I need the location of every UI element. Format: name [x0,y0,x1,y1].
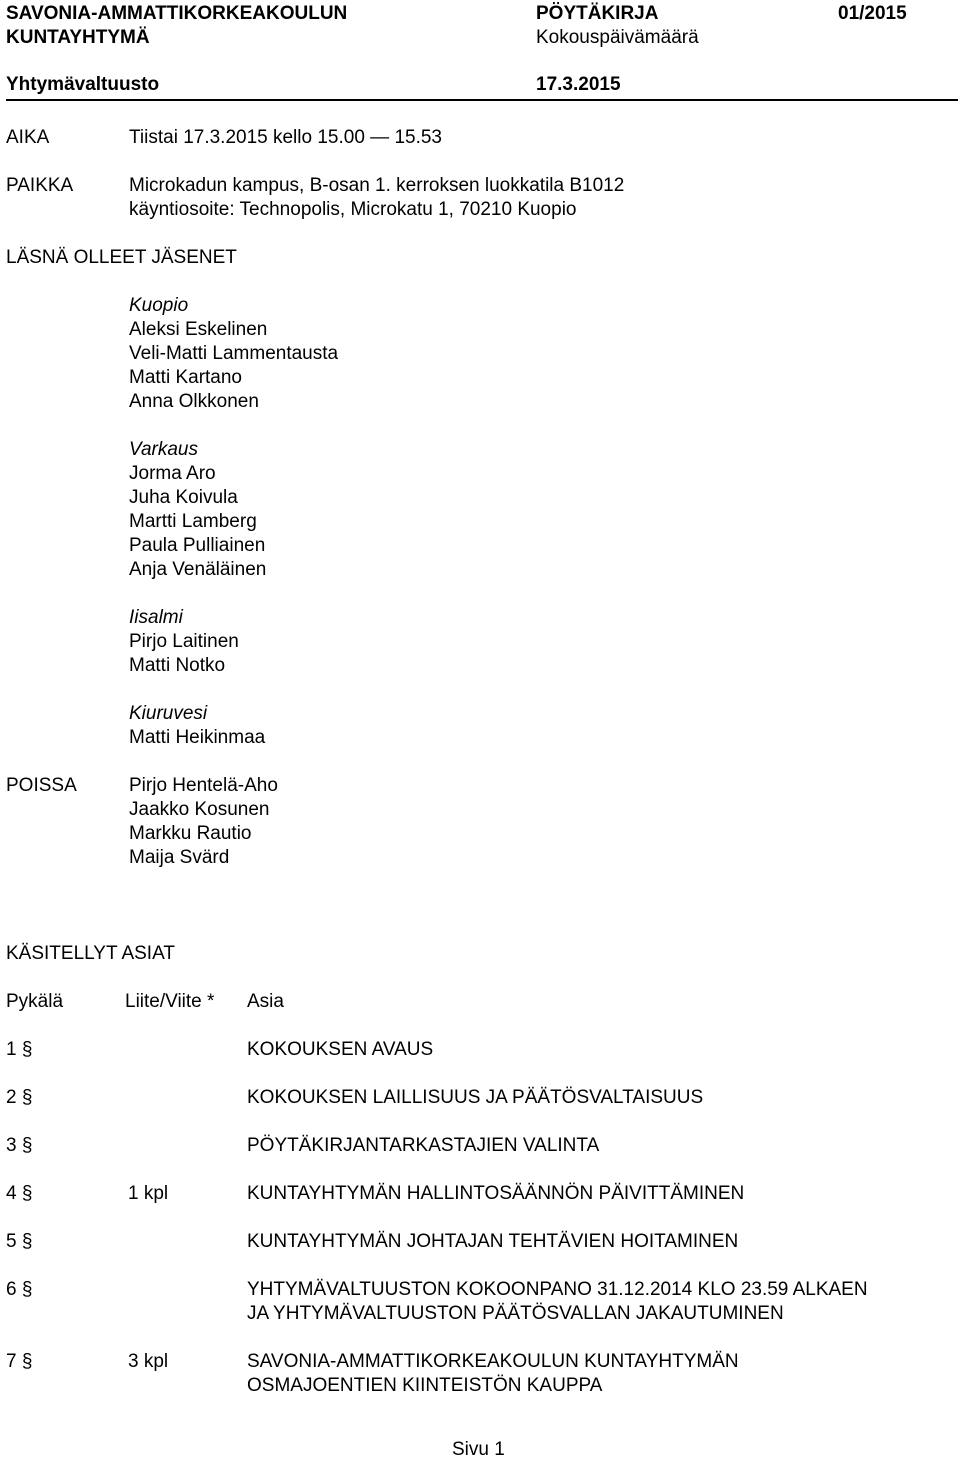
group-varkaus [129,438,266,582]
member-name: Juha Koivula [129,487,238,508]
absent-name: Maija Svärd [129,847,230,868]
section-symbol: § [21,1039,33,1060]
agenda-item-5 [6,1230,32,1254]
item-subject: SAVONIA-AMMATTIKORKEAKOULUN KUNTAYHTYMÄN [247,1351,739,1372]
section-symbol: § [21,1231,33,1252]
member-name: Aleksi Eskelinen [129,319,268,340]
agenda-item-6 [6,1278,32,1302]
member-name: Matti Notko [129,655,226,676]
item-subject: KOKOUKSEN AVAUS [247,1039,434,1060]
agenda-item-3 [6,1134,32,1158]
aika-value: Tiistai 17.3.2015 kello 15.00 — 15.53 [129,127,442,148]
absent-list [129,774,278,870]
group-iisalmi [129,606,239,678]
item-number: 7 [6,1351,17,1372]
item-subject: KOKOUKSEN LAILLISUUS JA PÄÄTÖSVALTAISUUS [247,1087,704,1108]
member-name: Martti Lamberg [129,511,257,532]
item-subject-cont: JA YHTYMÄVALTUUSTON PÄÄTÖSVALLAN JAKAUTUMINEN [247,1303,784,1324]
org-name-line1: SAVONIA-AMMATTIKORKEAKOULUN [6,3,348,24]
absent-name: Markku Rautio [129,823,252,844]
group-city: Kuopio [129,295,189,316]
member-name: Anja Venäläinen [129,559,267,580]
member-name: Paula Pulliainen [129,535,266,556]
paikka-label: PAIKKA [6,175,74,196]
col-section-header: Pykälä [6,991,64,1012]
member-name: Jorma Aro [129,463,216,484]
agenda-item-1 [6,1038,32,1062]
item-subject: KUNTAYHTYMÄN HALLINTOSÄÄNNÖN PÄIVITTÄMINEN [247,1183,745,1204]
meeting-date: 17.3.2015 [536,74,621,95]
group-kuopio [129,294,338,414]
section-symbol: § [21,1135,33,1156]
section-symbol: § [21,1279,33,1300]
agenda-item-2 [6,1086,32,1110]
absent-name: Pirjo Hentelä-Aho [129,775,278,796]
doc-type: PÖYTÄKIRJA [536,3,659,24]
agenda-heading: KÄSITELLYT ASIAT [6,943,175,964]
member-name: Veli-Matti Lammentausta [129,343,339,364]
item-attachment: 1 kpl [128,1183,169,1204]
group-city: Kiuruvesi [129,703,208,724]
item-attachment: 3 kpl [128,1351,169,1372]
item-number: 4 [6,1183,17,1204]
doc-number: 01/2015 [838,3,907,24]
date-label: Kokouspäivämäärä [536,27,699,48]
absent-label: POISSA [6,775,77,796]
paikka-line1: Microkadun kampus, B-osan 1. kerroksen luokkatila B1012 [129,175,625,196]
section-symbol: § [21,1351,33,1372]
item-subject: YHTYMÄVALTUUSTON KOKOONPANO 31.12.2014 KLO 23.59 ALKAEN [247,1279,868,1300]
section-symbol: § [21,1183,33,1204]
page-number: Sivu 1 [452,1439,505,1460]
present-heading: LÄSNÄ OLLEET JÄSENET [6,247,237,268]
body-name: Yhtymävaltuusto [6,74,160,95]
item-number: 5 [6,1231,17,1252]
agenda-item-7 [6,1350,32,1374]
item-number: 2 [6,1087,17,1108]
member-name: Matti Heikinmaa [129,727,266,748]
group-city: Iisalmi [129,607,183,628]
item-number: 6 [6,1279,17,1300]
group-kiuruvesi [129,702,265,750]
absent-name: Jaakko Kosunen [129,799,270,820]
header-rule [6,99,958,101]
paikka-line2: käyntiosoite: Technopolis, Microkatu 1, 70210 Kuopio [129,199,577,220]
item-number: 1 [6,1039,17,1060]
member-name: Anna Olkkonen [129,391,259,412]
group-city: Varkaus [129,439,198,460]
col-attachment-header: Liite/Viite * [125,991,215,1012]
agenda-item-4 [6,1182,32,1206]
member-name: Pirjo Laitinen [129,631,239,652]
item-subject: PÖYTÄKIRJANTARKASTAJIEN VALINTA [247,1135,600,1156]
item-number: 3 [6,1135,17,1156]
member-name: Matti Kartano [129,367,242,388]
section-symbol: § [21,1087,33,1108]
org-name-line2: KUNTAYHTYMÄ [6,27,150,48]
item-subject: KUNTAYHTYMÄN JOHTAJAN TEHTÄVIEN HOITAMINEN [247,1231,739,1252]
aika-label: AIKA [6,127,50,148]
item-subject-cont: OSMAJOENTIEN KIINTEISTÖN KAUPPA [247,1375,603,1396]
col-subject-header: Asia [247,991,284,1012]
